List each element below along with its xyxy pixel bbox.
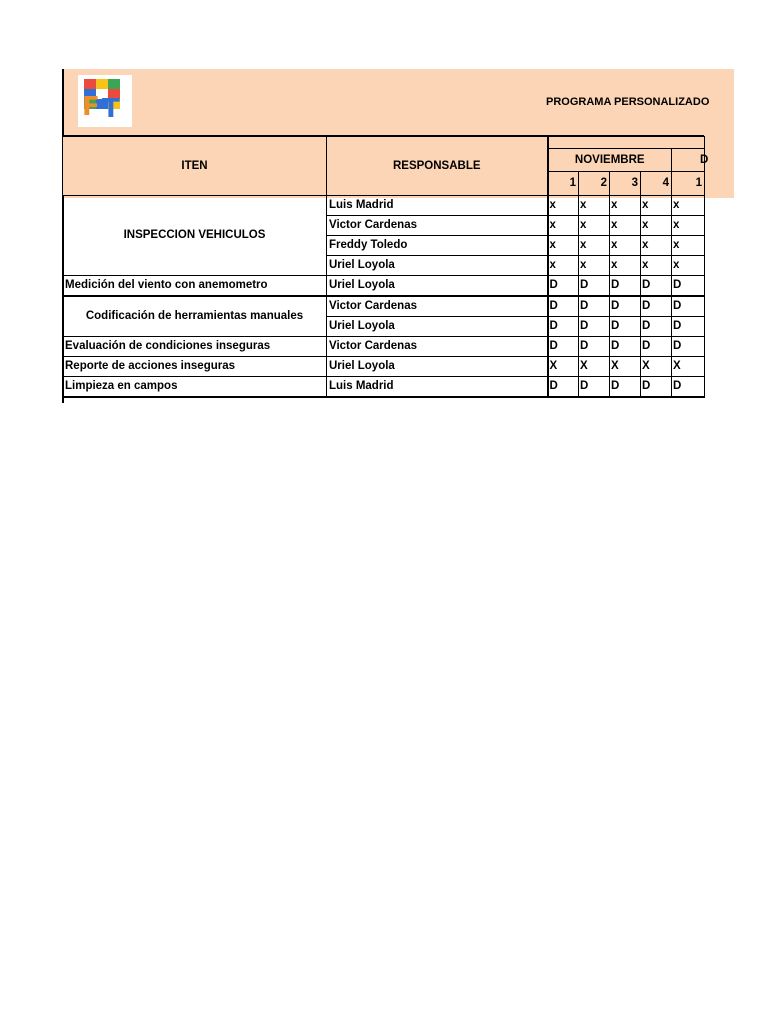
company-logo [78,75,132,127]
item-cell: Limpieza en campos [63,377,327,398]
mark-cell: D [610,317,641,337]
mark-cell: D [579,276,610,297]
responsible-cell: Luis Madrid [327,196,548,216]
mark-cell: x [548,196,579,216]
mark-cell: x [672,236,705,256]
mark-cell: D [610,337,641,357]
mark-cell: D [548,377,579,398]
mark-cell: x [548,216,579,236]
table-row [63,337,705,357]
week-header: 1 [548,172,579,196]
mark-cell: x [672,256,705,276]
mark-cell: x [579,256,610,276]
table-row [63,357,705,377]
mark-cell: D [579,377,610,398]
mark-cell: D [610,296,641,317]
week-header: 3 [610,172,641,196]
mark-cell: D [641,296,672,317]
week-header: 2 [579,172,610,196]
mark-cell: X [579,357,610,377]
mark-cell: x [610,236,641,256]
responsible-cell: Victor Cardenas [327,216,548,236]
column-header-item: ITEN [63,137,327,196]
mark-cell: D [548,276,579,297]
mark-cell: x [548,236,579,256]
month-header-next: D [672,148,705,172]
mark-cell: D [672,276,705,297]
mark-cell: x [610,256,641,276]
mark-cell: D [579,317,610,337]
mark-cell: D [579,296,610,317]
column-header-responsible: RESPONSABLE [327,137,548,196]
table-row [63,276,705,297]
item-cell: Medición del viento con anemometro [63,276,327,297]
mark-cell: x [610,196,641,216]
mark-cell: X [610,357,641,377]
mark-cell: D [548,317,579,337]
mark-cell: x [579,196,610,216]
table-row [63,377,705,398]
responsible-cell: Freddy Toledo [327,236,548,256]
logo-icon [78,75,132,127]
week-header: 1 [672,172,705,196]
mark-cell: D [672,296,705,317]
responsible-cell: Luis Madrid [327,377,548,398]
mark-cell: D [548,296,579,317]
item-cell: INSPECCION VEHICULOS [63,196,327,276]
mark-cell: D [610,377,641,398]
svg-text:F: F [82,92,100,122]
mark-cell: X [641,357,672,377]
svg-text:T: T [102,94,120,124]
table-row [63,296,705,317]
item-cell: Codificación de herramientas manuales [63,296,327,337]
mark-cell: x [579,216,610,236]
mark-cell: D [672,337,705,357]
mark-cell: D [672,377,705,398]
mark-cell: D [672,317,705,337]
mark-cell: D [548,337,579,357]
mark-cell: D [641,337,672,357]
mark-cell: x [672,216,705,236]
mark-cell: x [641,196,672,216]
table-row [63,196,705,216]
schedule-table [62,136,709,398]
mark-cell: D [641,276,672,297]
mark-cell: x [641,216,672,236]
mark-cell: D [579,337,610,357]
responsible-cell: Victor Cardenas [327,337,548,357]
item-cell: Evaluación de condiciones inseguras [63,337,327,357]
mark-cell: x [548,256,579,276]
mark-cell: x [610,216,641,236]
responsible-cell: Victor Cardenas [327,296,548,317]
mark-cell: X [672,357,705,377]
item-cell: Reporte de acciones inseguras [63,357,327,377]
responsible-cell: Uriel Loyola [327,317,548,337]
month-header-noviembre: NOVIEMBRE [548,148,672,172]
week-header: 4 [641,172,672,196]
responsible-cell: Uriel Loyola [327,357,548,377]
responsible-cell: Uriel Loyola [327,256,548,276]
header-row-top [63,137,705,149]
mark-cell: x [641,256,672,276]
mark-cell: x [672,196,705,216]
mark-cell: x [641,236,672,256]
mark-cell: X [548,357,579,377]
document-title: PROGRAMA PERSONALIZADO [546,96,710,108]
mark-cell: D [641,317,672,337]
mark-cell: D [610,276,641,297]
month-header-spacer [548,137,705,149]
mark-cell: x [579,236,610,256]
mark-cell: D [641,377,672,398]
responsible-cell: Uriel Loyola [327,276,548,297]
